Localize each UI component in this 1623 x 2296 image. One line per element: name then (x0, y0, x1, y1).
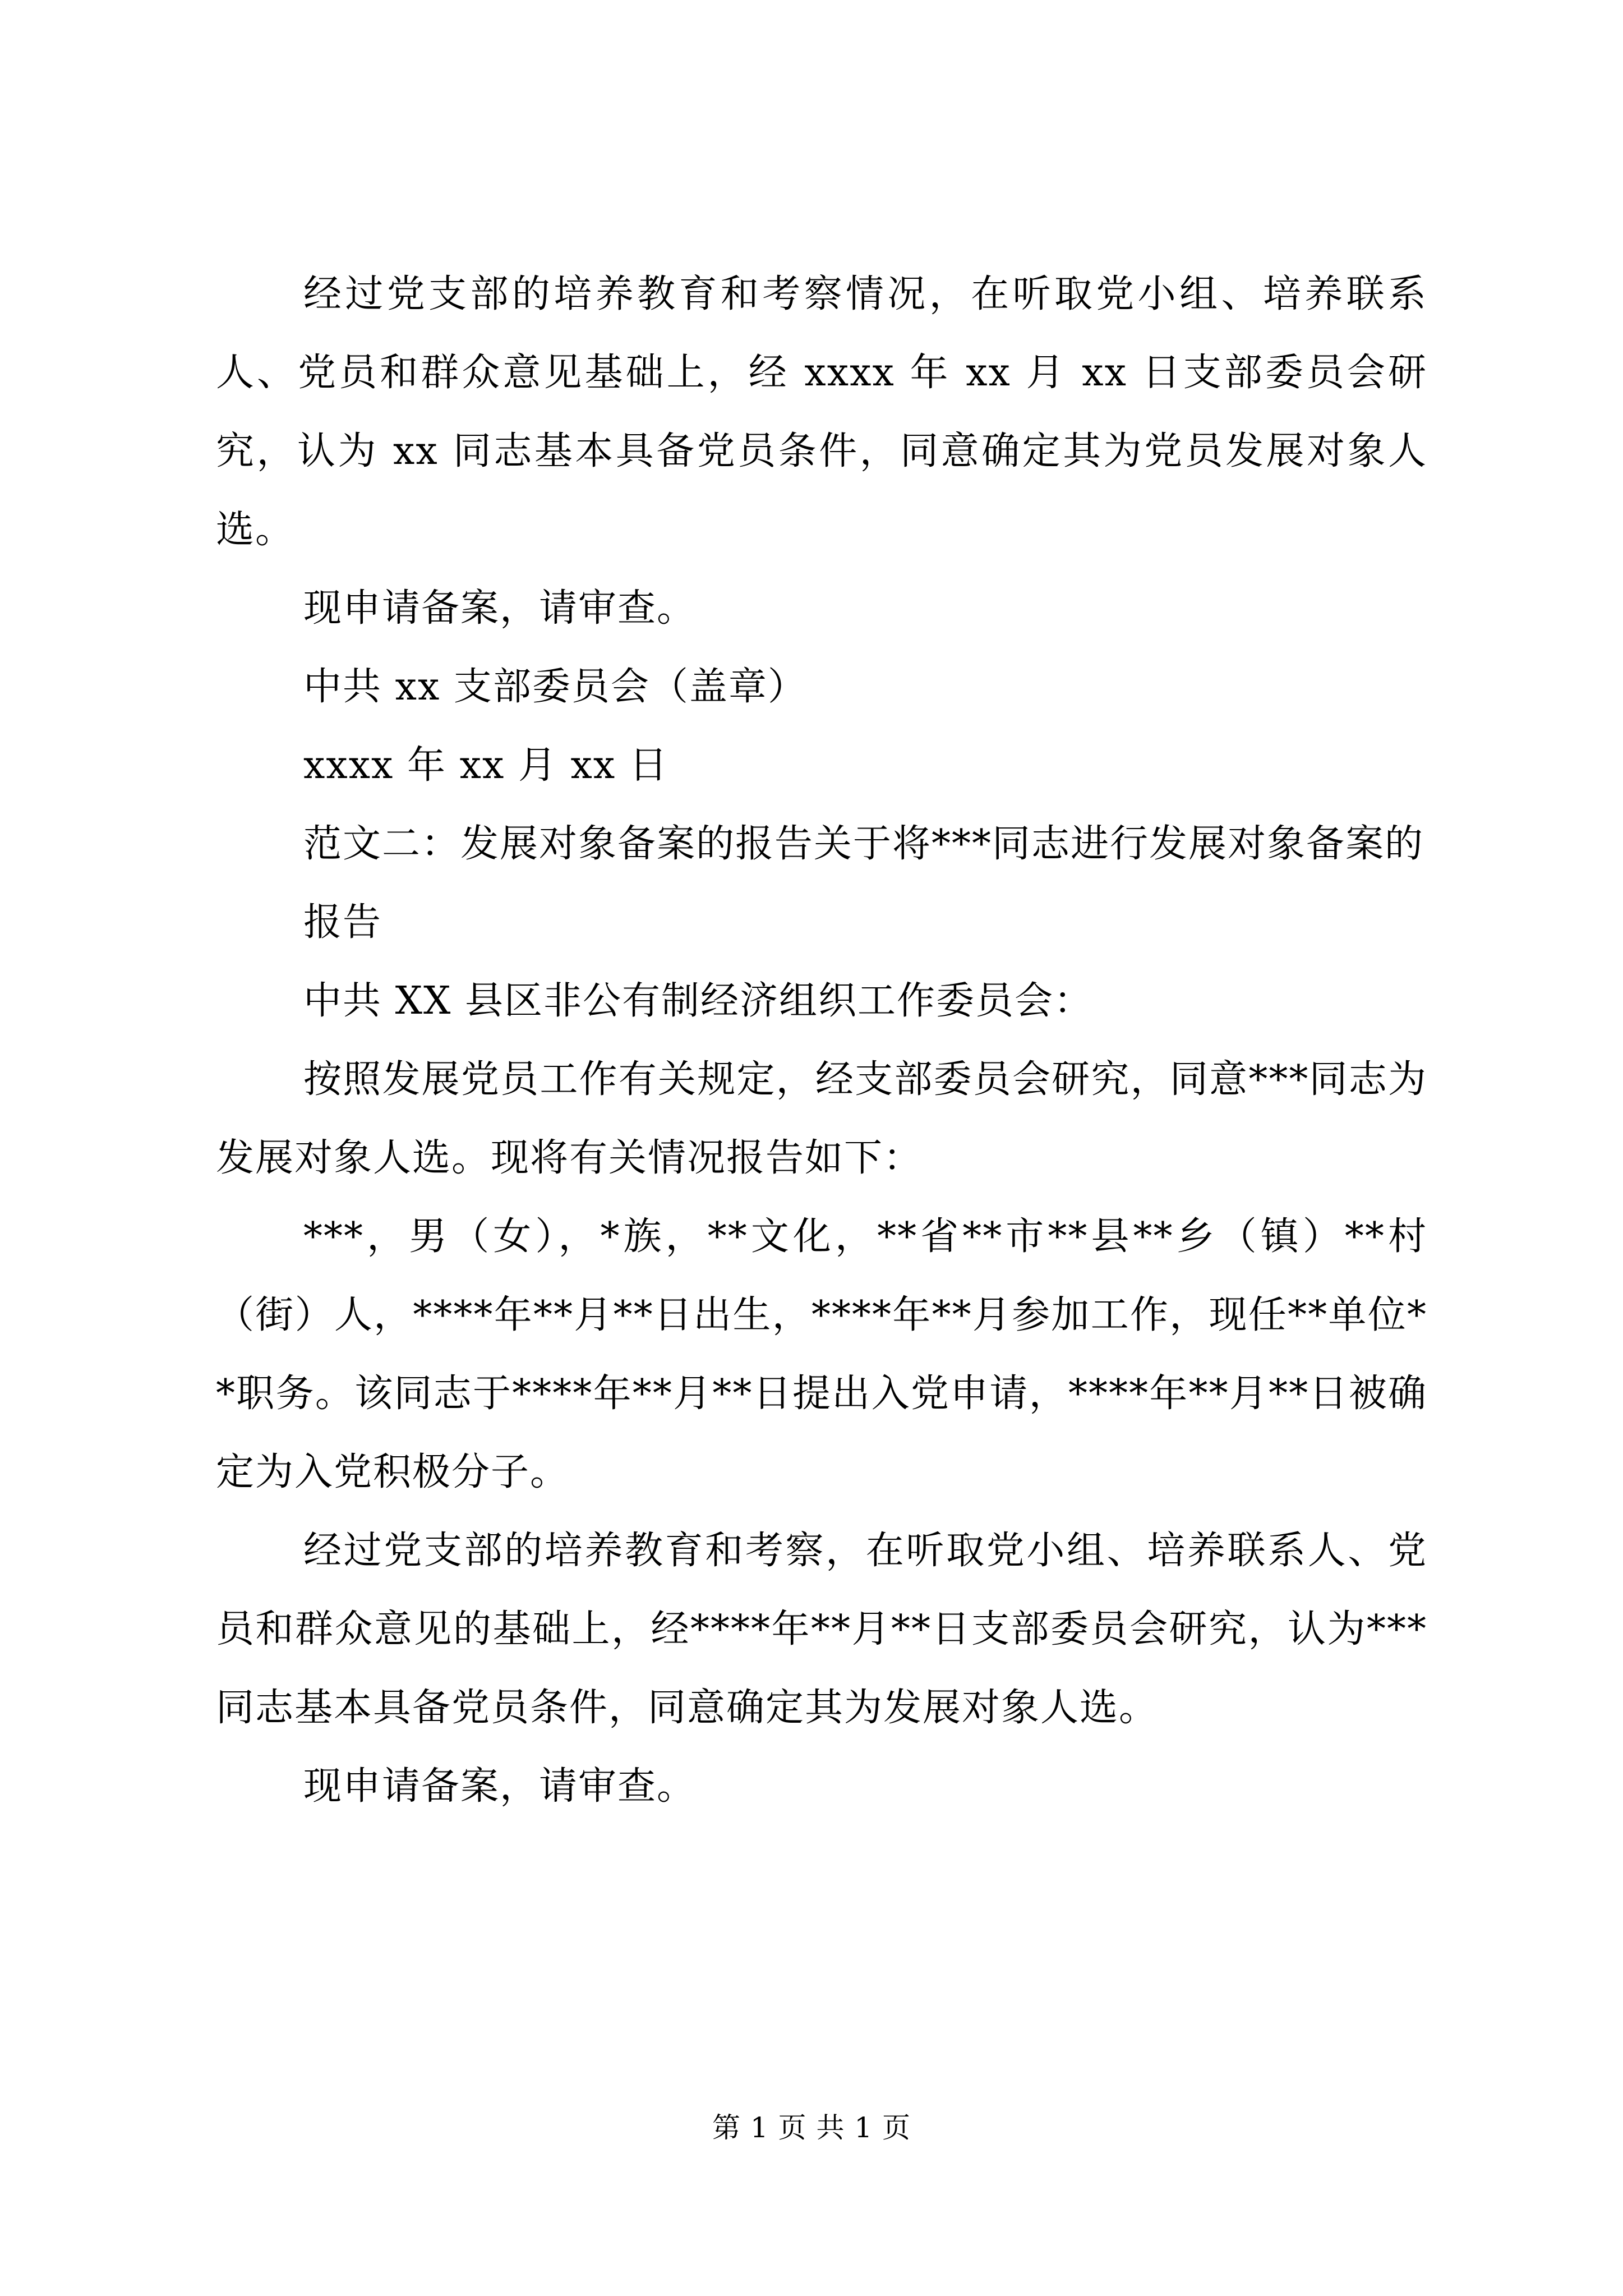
paragraph-addressee: 中共 XX 县区非公有制经济组织工作委员会： (303, 979, 1094, 1023)
page-footer: 第 1 页 共 1 页 (712, 2111, 911, 2144)
paragraph-request-review: 现申请备案，请审查。 (303, 586, 697, 631)
paragraph-committee-seal: 中共 xx 支部委员会（盖章） (303, 665, 807, 709)
paragraph-sample-two-title: 范文二：发展对象备案的报告关于将***同志进行发展对象备案的 (303, 822, 1424, 866)
paragraph-intro: 按照发展党员工作有关规定，经支部委员会研究，同意***同志为发展对象人选。现将有关情况报告如下： (216, 1057, 1427, 1180)
paragraph-assessment-two: 经过党支部的培养教育和考察，在听取党小组、培养联系人、党员和群众意见的基础上，经****年**月**日支部委员会研究，认为***同志基本具备党员条件，同意确定其为发展对象人选。 (216, 1529, 1427, 1730)
paragraph-personal-info: ***，男（女），*族，**文化，**省**市**县**乡（镇）**村（街）人，****年**月**日出生，****年**月参加工作，现任**单位**职务。该同志于****年**月**日提出入党申请，****年**月**日被确定为入党积极分子。 (216, 1214, 1427, 1494)
paragraph-request-review-two: 现申请备案，请审查。 (303, 1764, 697, 1809)
document-body (216, 255, 1427, 1826)
paragraph-assessment: 经过党支部的培养教育和考察情况，在听取党小组、培养联系人、党员和群众意见基础上，经 xxxx 年 xx 月 xx 日支部委员会研究，认为 xx 同志基本具备党员条件，同意确定其为党员发展对象人选。 (216, 272, 1427, 552)
paragraph-report-heading: 报告 (303, 900, 382, 945)
paragraph-date: xxxx 年 xx 月 xx 日 (303, 743, 668, 788)
